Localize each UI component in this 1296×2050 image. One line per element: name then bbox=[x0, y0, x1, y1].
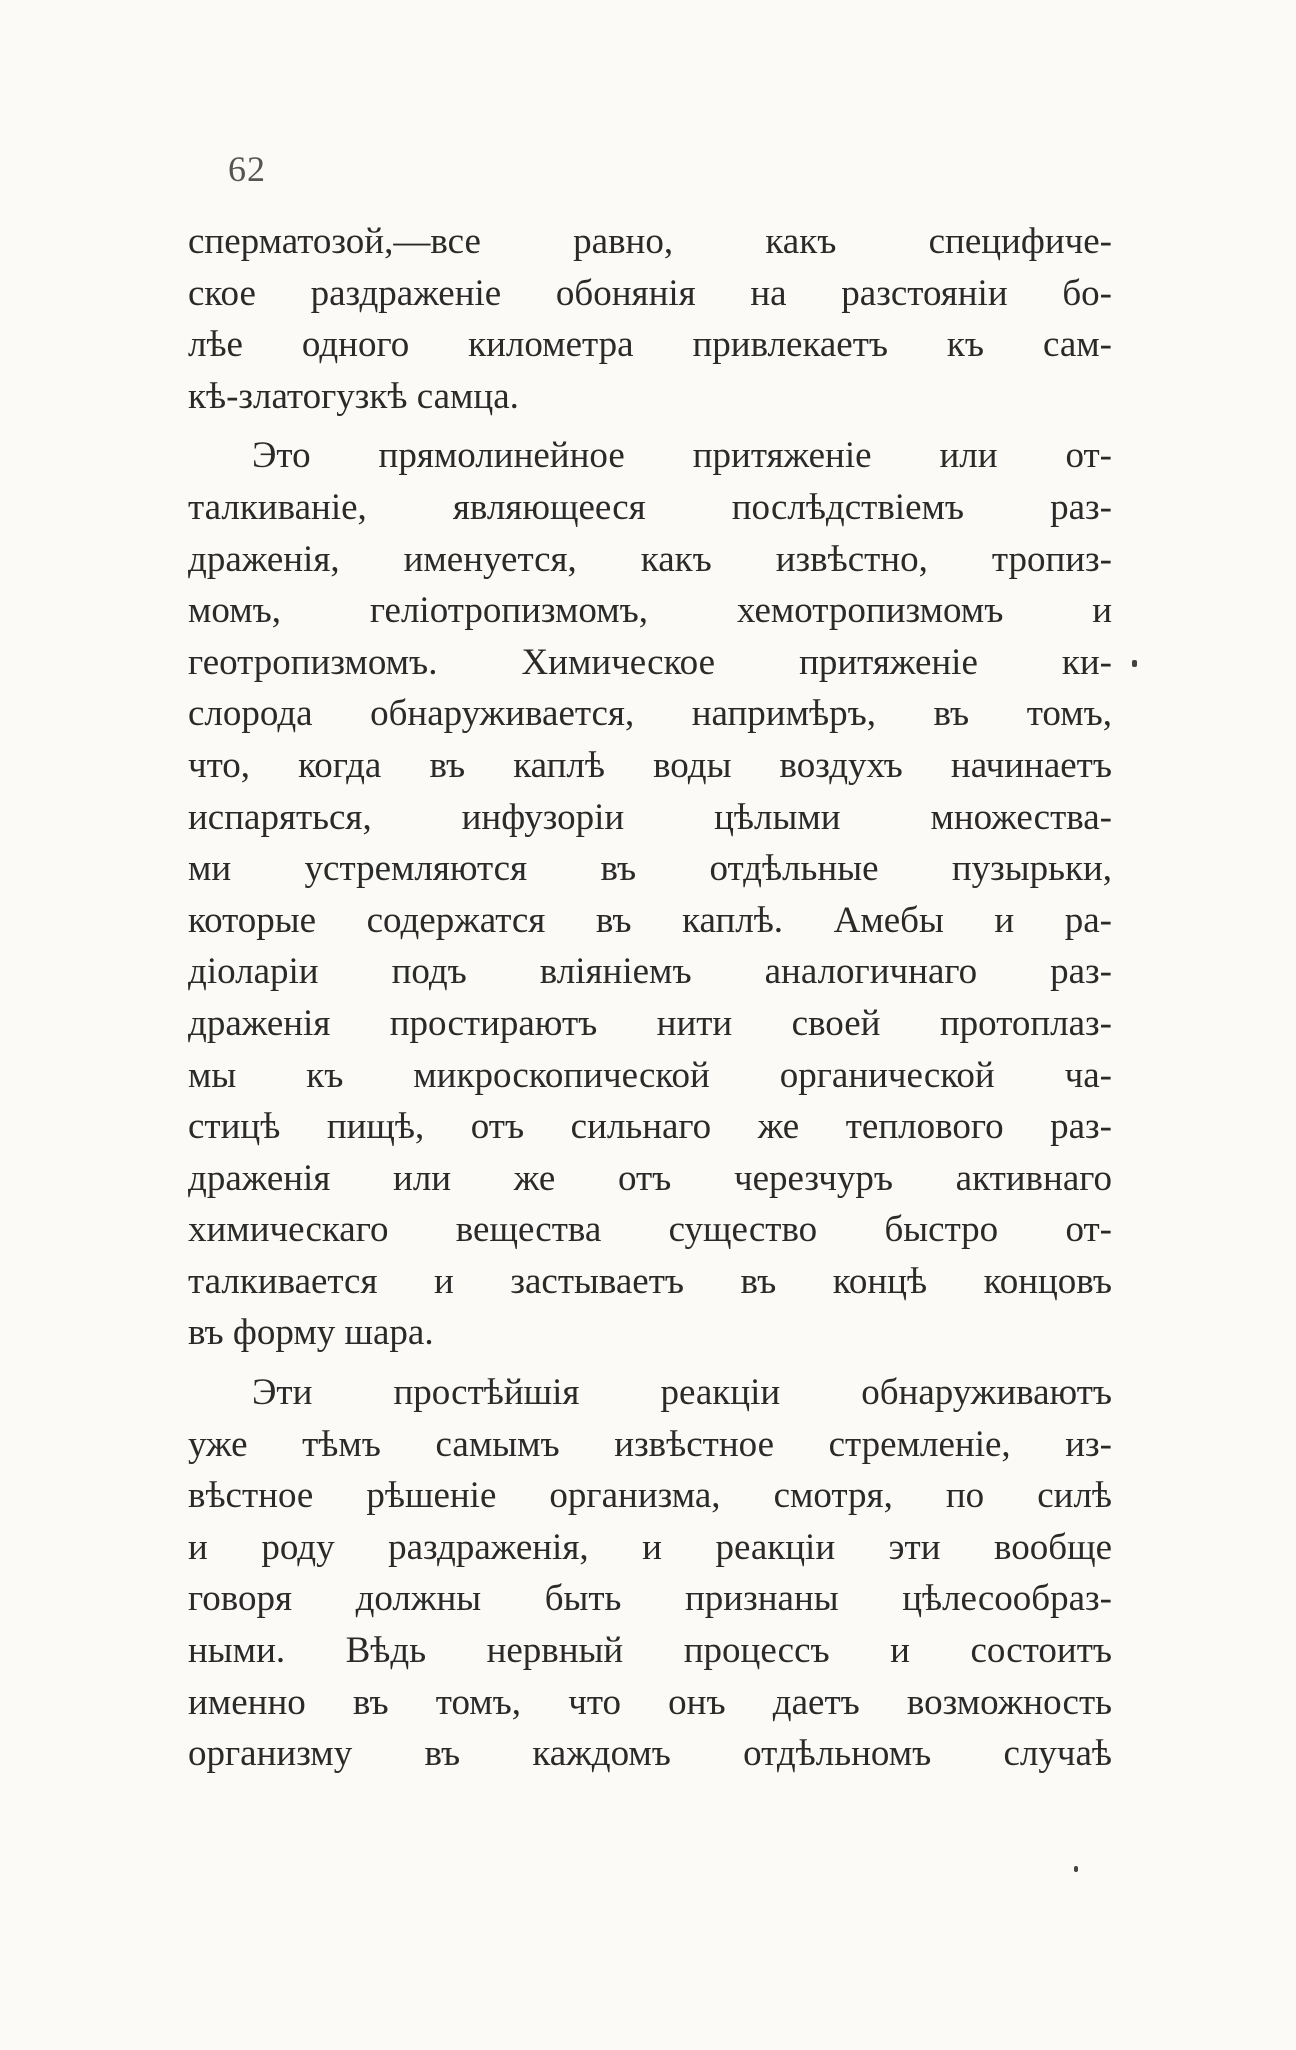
text-line: ское раздраженіе обонянія на разстояніи бо- bbox=[188, 272, 1112, 314]
text-line: и роду раздраженія, и реакціи эти вообще bbox=[188, 1526, 1112, 1568]
text-line: геотропизмомъ. Химическое притяженіе ки- bbox=[188, 641, 1112, 683]
text-line: Это прямолинейное притяженіе или от- bbox=[252, 435, 1112, 477]
text-line: Эти простѣйшія реакціи обнаруживаютъ bbox=[252, 1372, 1112, 1414]
text-line: организму въ каждомъ отдѣльномъ случаѣ bbox=[188, 1733, 1112, 1775]
text-line: вѣстное рѣшеніе организма, смотря, по силѣ bbox=[188, 1475, 1112, 1517]
text-line: мы къ микроскопической органической ча- bbox=[188, 1054, 1112, 1096]
paragraph-2 bbox=[188, 430, 1112, 1359]
text-line: ми устремляются въ отдѣльные пузырьки, bbox=[188, 848, 1112, 890]
text-line: драженія, именуется, какъ извѣстно, тропиз- bbox=[188, 538, 1112, 580]
text-line: сперматозой,—все равно, какъ специфиче- bbox=[188, 221, 1112, 262]
page-number: 62 bbox=[228, 149, 266, 189]
text-line: ными. Вѣдь нервный процессъ и состоитъ bbox=[188, 1630, 1112, 1672]
text-line: что, когда въ каплѣ воды воздухъ начинаетъ bbox=[188, 744, 1112, 786]
text-line: кѣ-златогузкѣ самца. bbox=[188, 375, 519, 417]
text-line: діоларіи подъ вліяніемъ аналогичнаго раз- bbox=[188, 951, 1112, 993]
ink-speck bbox=[1074, 1866, 1078, 1872]
text-line: момъ, геліотропизмомъ, хемотропизмомъ и bbox=[188, 590, 1112, 632]
text-line: въ форму шара. bbox=[188, 1312, 434, 1354]
text-line: стицѣ пищѣ, отъ сильнаго же теплового раз- bbox=[188, 1106, 1112, 1148]
text-line: талкиваніе, являющееся послѣдствіемъ раз- bbox=[188, 486, 1112, 528]
text-line: именно въ томъ, что онъ даетъ возможность bbox=[188, 1681, 1112, 1723]
body-text bbox=[188, 216, 1112, 1780]
ink-speck bbox=[1132, 660, 1137, 667]
text-line: лѣе одного километра привлекаетъ къ сам- bbox=[188, 324, 1112, 366]
text-line: говоря должны быть признаны цѣлесообраз- bbox=[188, 1578, 1112, 1620]
text-line: уже тѣмъ самымъ извѣстное стремленіе, из- bbox=[188, 1423, 1112, 1465]
text-line: которые содержатся въ каплѣ. Амебы и ра- bbox=[188, 899, 1112, 941]
text-line: драженія или же отъ черезчуръ активнаго bbox=[188, 1157, 1112, 1199]
text-line: испаряться, инфузоріи цѣлыми множества- bbox=[188, 796, 1112, 838]
paragraph-1 bbox=[188, 216, 1112, 422]
text-line: талкивается и застываетъ въ концѣ концовъ bbox=[188, 1260, 1112, 1302]
text-line: драженія простираютъ нити своей протоплаз- bbox=[188, 1002, 1112, 1044]
paragraph-3 bbox=[188, 1367, 1112, 1780]
text-line: слорода обнаруживается, напримѣръ, въ томъ, bbox=[188, 693, 1112, 735]
text-line: химическаго вещества существо быстро от- bbox=[188, 1209, 1112, 1251]
